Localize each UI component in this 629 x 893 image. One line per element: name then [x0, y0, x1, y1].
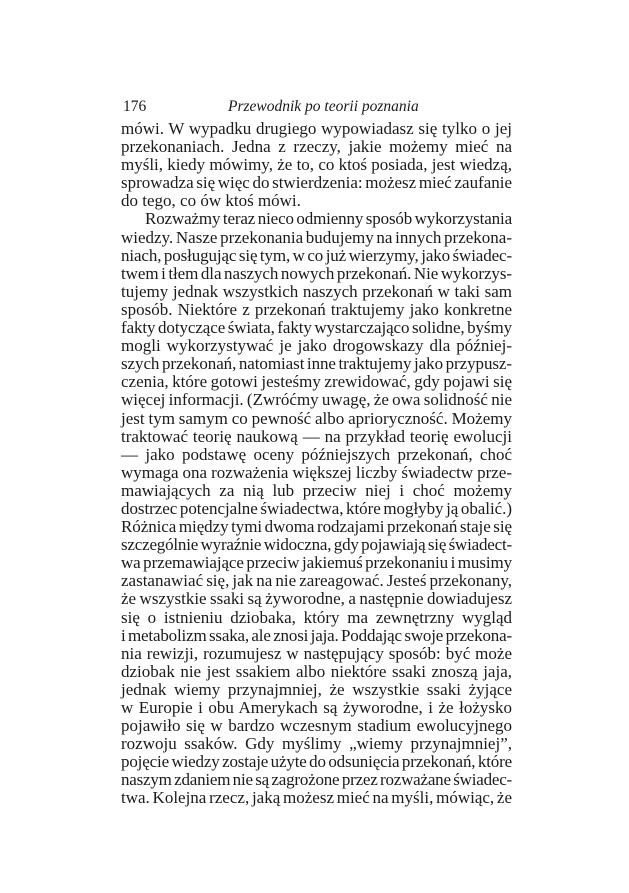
- text-line: że wszystkie ssaki są żyworodne, a następnie dowiadujesz: [121, 589, 512, 609]
- text-line: Różnica między tymi dwoma rodzajami przekonań staje się: [121, 517, 512, 537]
- text-line: zastanawiać się, jak na nie zareagować. Jesteś przekonany,: [121, 571, 512, 591]
- page-header: [121, 97, 512, 117]
- running-title: Przewodnik po teorii poznania: [228, 98, 419, 115]
- text-line: Rozważmy teraz nieco odmienny sposób wykorzystania: [145, 209, 512, 229]
- text-line: jednak wiemy przynajmniej, że wszystkie ssaki żyjące: [121, 679, 512, 699]
- text-line: w Europie i obu Amerykach są żyworodne, i że łożysko: [121, 698, 512, 717]
- text-line: wiedzy. Nasze przekonania budujemy na innych przekona-: [121, 227, 512, 247]
- text-line: — jako podstawę oceny późniejszych przekonań, choć: [121, 444, 512, 464]
- text-line: pojawiło się w bardzo wczesnym stadium ewolucyjnego: [121, 716, 512, 736]
- text-line: naszym zdaniem nie są zagrożone przez rozważane świadec-: [121, 770, 512, 790]
- page-number: 176: [123, 98, 147, 115]
- text-line: mogli wykorzystywać je jako drogowskazy dla później-: [121, 336, 512, 356]
- text-line: twa. Kolejna rzecz, jaką możesz mieć na myśli, mówiąc, że: [121, 788, 512, 808]
- text-line: mawiających za nią lub przeciw niej i choć możemy: [121, 480, 512, 500]
- text-line: dostrzec potencjalne świadectwa, które mogłyby ją obalić.): [121, 498, 512, 518]
- text-line: twem i tłem dla naszych nowych przekonań. Nie wykorzys-: [121, 263, 512, 283]
- text-line: myśli, kiedy mówimy, że to, co ktoś posiada, jest wiedzą,: [121, 155, 512, 175]
- text-line: do tego, co ów ktoś mówi.: [121, 191, 301, 211]
- text-line: się o istnieniu dziobaka, który ma zewnętrzny wygląd: [121, 607, 512, 627]
- text-line: i metabolizm ssaka, ale znosi jaja. Poddając swoje przekona-: [121, 625, 512, 645]
- text-line: więcej informacji. (Zwróćmy uwagę, że owa solidność nie: [121, 390, 512, 410]
- text-line: mówi. W wypadku drugiego wypowiadasz się tylko o jej: [121, 119, 512, 138]
- text-line: pojęcie wiedzy zostaje użyte do odsunięcia przekonań, które: [121, 752, 512, 772]
- text-line: szych przekonań, natomiast inne traktujemy jako przypusz-: [121, 354, 512, 374]
- text-line: jest tym samym co pewność albo aprioryczność. Możemy: [121, 408, 512, 428]
- text-line: dziobak nie jest ssakiem albo niektóre ssaki znoszą jaja,: [121, 661, 512, 681]
- text-line: tujemy jednak wszystkich naszych przekonań w taki sam: [121, 281, 512, 301]
- text-line: rozwoju ssaków. Gdy myślimy „wiemy przynajmniej”,: [121, 734, 512, 754]
- text-line: nia rewizji, rozumujesz w następujący sposób: być może: [121, 643, 512, 663]
- text-line: sprowadza się więc do stwierdzenia: możesz mieć zaufanie: [121, 173, 512, 193]
- body-text: [121, 120, 512, 808]
- text-line: wa przemawiające przeciw jakiemuś przekonaniu i musimy: [121, 553, 512, 573]
- text-line: wymaga ona rozważenia większej liczby świadectw prze-: [121, 462, 512, 482]
- text-line: fakty dotyczące świata, fakty wystarczająco solidne, byśmy: [121, 318, 512, 338]
- text-line: szczególnie wyraźnie widoczna, gdy pojawiają się świadect-: [121, 535, 512, 555]
- text-line: sposób. Niektóre z przekonań traktujemy jako konkretne: [121, 299, 512, 319]
- text-line: przekonaniach. Jedna z rzeczy, jakie możemy mieć na: [121, 137, 512, 157]
- text-line: czenia, które gotowi jesteśmy zrewidować, gdy pojawi się: [121, 372, 512, 392]
- text-line: traktować teorię naukową — na przykład teorię ewolucji: [121, 426, 512, 446]
- text-line: niach, posługując się tym, w co już wierzymy, jako świadec-: [121, 245, 512, 265]
